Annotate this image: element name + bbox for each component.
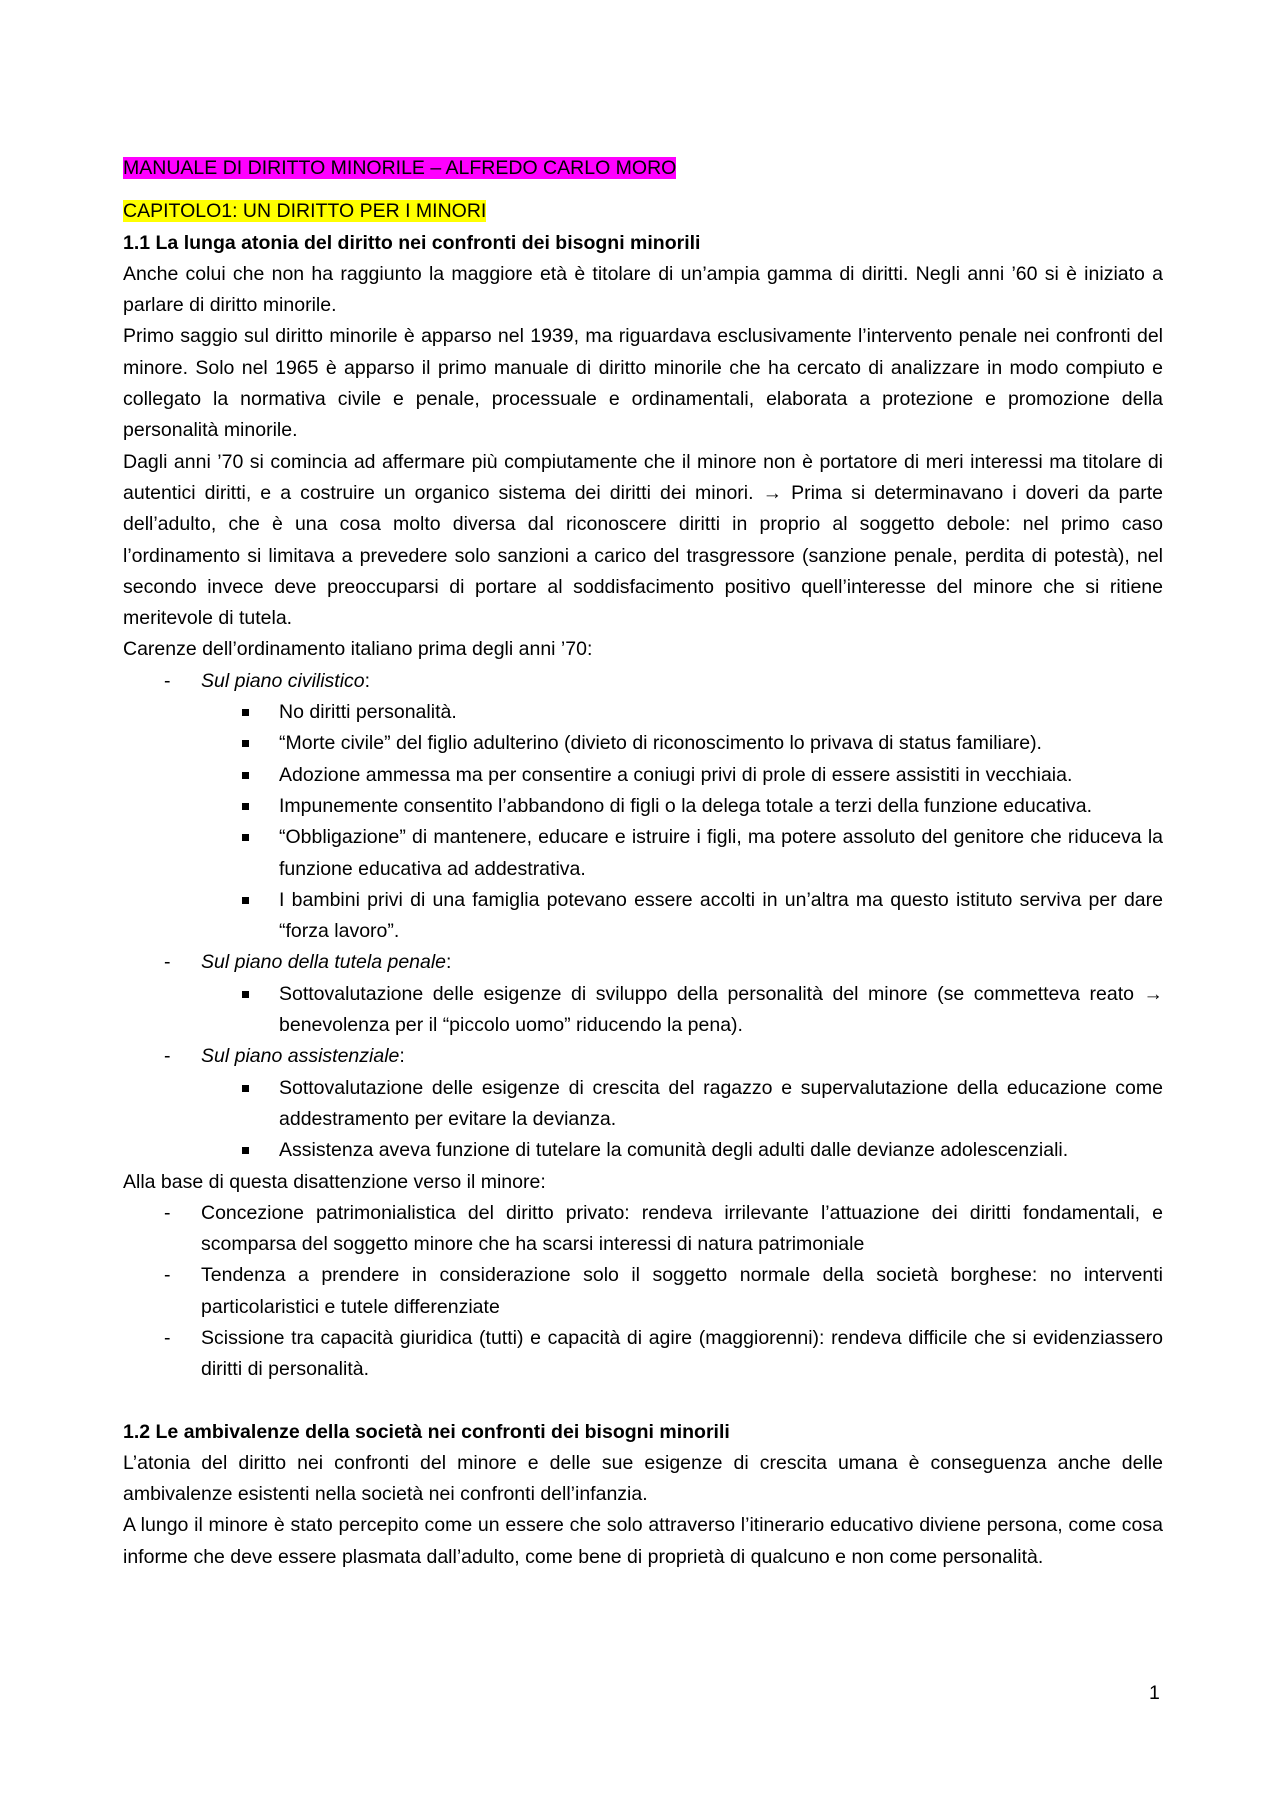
paragraph: Alla base di questa disattenzione verso il minore: [123, 1170, 546, 1193]
document-body [123, 153, 1163, 1573]
paragraph: Dagli anni ’70 si comincia ad affermare più compiutamente che il minore non è portatore di meri interessi ma titolare di autentici diritti, e a costruire un organico sistema dei diritti dei minori. → Prima si determinavano i doveri da parte dell’adulto, che è una cosa molto diversa dal riconoscere diritti in proprio al soggetto debole: nel primo caso l’ordinamento si limitava a prevedere solo sanzioni a carico del trasgressore (sanzione penale, perdita di potestà), nel secondo invece deve preoccuparsi di portare al soddisfacimento positivo quell’interesse del minore che si ritiene meritevole di tutela. [123, 450, 1163, 630]
list-item: “Obbligazione” di mantenere, educare e istruire i figli, ma potere assoluto del genitore che riduceva la funzione educativa ad addestrativa. [123, 822, 1163, 885]
list-item: Assistenza aveva funzione di tutelare la comunità degli adulti dalle devianze adolescenziali. [123, 1135, 1163, 1166]
page-number: 1 [1149, 1682, 1160, 1704]
dash-item: - Tendenza a prendere in considerazione solo il soggetto normale della società borghese: no interventi particolaristici e tutele differenziate [123, 1260, 1163, 1323]
arrow-icon: → [1143, 982, 1163, 1005]
list-item: Sottovalutazione delle esigenze di sviluppo della personalità del minore (se commetteva reato → benevolenza per il “piccolo uomo” riducendo la pena). [123, 979, 1163, 1042]
arrow-icon: → [762, 481, 783, 504]
dash-item: - Scissione tra capacità giuridica (tutti) e capacità di agire (maggiorenni): rendeva difficile che si evidenziassero diritti di personalità. [123, 1323, 1163, 1386]
list-item: Impunemente consentito l’abbandono di figli o la delega totale a terzi della funzione educativa. [123, 791, 1163, 822]
list-item: I bambini privi di una famiglia potevano essere accolti in un’altra ma questo istituto serviva per dare “forza lavoro”. [123, 885, 1163, 948]
square-bullet-list [123, 979, 1163, 1042]
list-item: No diritti personalità. [123, 697, 1163, 728]
dash-item: - Sul piano assistenziale: [123, 1041, 1163, 1072]
dash-list [123, 947, 1163, 978]
dash-list [123, 666, 1163, 697]
section-heading-1-2: 1.2 Le ambivalenze della società nei confronti dei bisogni minorili [123, 1420, 730, 1443]
list-item: Adozione ammessa ma per consentire a coniugi privi di prole di essere assistiti in vecchiaia. [123, 760, 1163, 791]
spacer [123, 1386, 1163, 1417]
list-item: Sottovalutazione delle esigenze di crescita del ragazzo e supervalutazione della educazione come addestramento per evitare la devianza. [123, 1073, 1163, 1136]
paragraph: Anche colui che non ha raggiunto la maggiore età è titolare di un’ampia gamma di diritti. Negli anni ’60 si è iniziato a parlare di diritto minorile. [123, 262, 1163, 317]
list-item: “Morte civile” del figlio adulterino (divieto di riconoscimento lo privava di status familiare). [123, 728, 1163, 759]
document-title: MANUALE DI DIRITTO MINORILE – ALFREDO CARLO MORO [123, 157, 677, 179]
dash-list [123, 1198, 1163, 1386]
dash-item: - Sul piano civilistico: [123, 666, 1163, 697]
paragraph: L’atonia del diritto nei confronti del minore e delle sue esigenze di crescita umana è conseguenza anche delle ambivalenze esistenti nella società nei confronti dell’infanzia. [123, 1451, 1163, 1506]
square-bullet-list [123, 697, 1163, 947]
dash-item: - Sul piano della tutela penale: [123, 947, 1163, 978]
paragraph: A lungo il minore è stato percepito come un essere che solo attraverso l’itinerario educativo diviene persona, come cosa informe che deve essere plasmata dall’adulto, come bene di proprietà di qualcuno e non come personalità. [123, 1514, 1163, 1568]
section-heading-1-1: 1.1 La lunga atonia del diritto nei confronti dei bisogni minorili [123, 231, 701, 254]
square-bullet-list [123, 1073, 1163, 1167]
paragraph: Carenze dell’ordinamento italiano prima degli anni ’70: [123, 638, 593, 661]
dash-item: - Concezione patrimonialistica del diritto privato: rendeva irrilevante l’attuazione dei diritti fondamentali, e scomparsa del soggetto minore che ha scarsi interessi di natura patrimoniale [123, 1198, 1163, 1261]
chapter-title: CAPITOLO1: UN DIRITTO PER I MINORI [123, 200, 487, 223]
paragraph: Primo saggio sul diritto minorile è apparso nel 1939, ma riguardava esclusivamente l’intervento penale nei confronti del minore. Solo nel 1965 è apparso il primo manuale di diritto minorile che ha cercato di analizzare in modo compiuto e collegato la normativa civile e penale, processuale e ordinamentali, elaborata a protezione e promozione della personalità minorile. [123, 325, 1163, 442]
dash-list [123, 1041, 1163, 1072]
